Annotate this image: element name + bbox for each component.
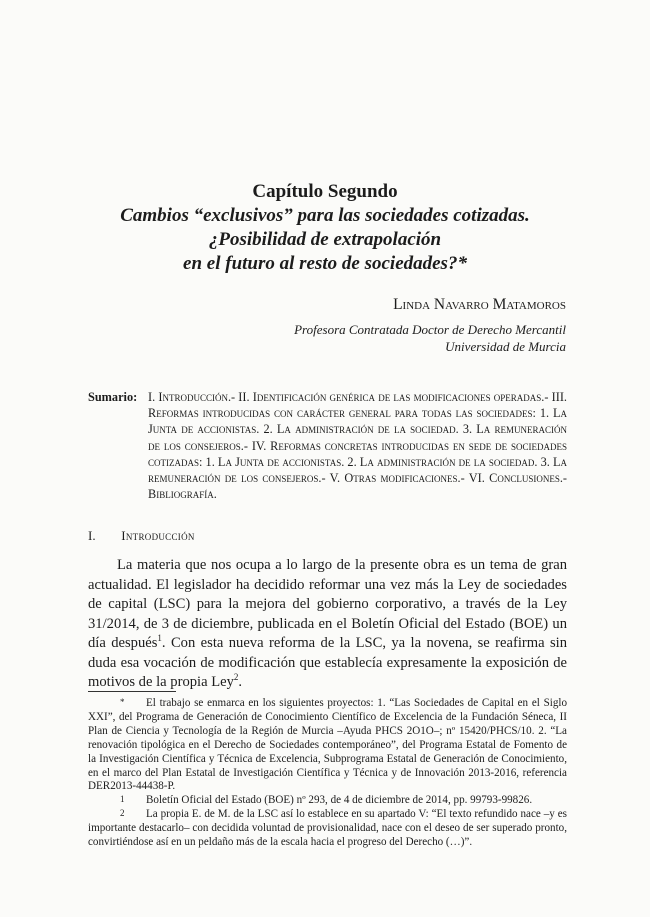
footnote-mark: * [120, 697, 125, 707]
footnote-text: El trabajo se enmarca en los siguientes proyectos: 1. “Las Sociedades de Capital en el Siglo XXI”, del Programa de Generación de Conocimiento Científico de Excelencia de la Fundación Séneca, II Plan de Ciencia y Tecnología de la Región de Murcia –Ayuda PHCS 2O1O–; nº 15420/PHCS/10. 2. “La renovación tipológica en el Derecho de Sociedades contemporáneo”, del Programa Estatal de Fomento de la Investigación Científica y Técnica de Excelencia, Subprograma Estatal de Generación de Conocimiento, en el marco del Plan Estatal de Investigación Científica y Técnica y de Innovación 2013-2016, referencia DER2013-44438-P. [88, 697, 567, 793]
affiliation-line-1: Profesora Contratada Doctor de Derecho Mercantil [294, 322, 566, 337]
summary-block [88, 389, 567, 502]
footnotes [88, 697, 567, 850]
author-name [393, 296, 566, 314]
affiliation-line-2: Universidad de Murcia [445, 339, 566, 354]
footnote-mark: 2 [120, 808, 125, 819]
section-number: I. [88, 528, 96, 543]
footnote-ref-1[interactable]: 1 [157, 633, 162, 644]
footnote-separator [88, 691, 176, 692]
body-text-part-2: . Con esta nueva reforma de la LSC, ya la novena, se reafirma sin duda esa vocación de modificación que establecía expresamente la exposición de motivos de la propia Ley [88, 635, 567, 690]
footnote-star [88, 697, 567, 794]
body-text-part-3: . [238, 674, 243, 690]
footnote-text: Boletín Oficial del Estado (BOE) nº 293, de 4 de diciembre de 2014, pp. 99793-99826. [146, 794, 533, 807]
chapter-subtitle-line-2: ¿Posibilidad de extrapolación [208, 229, 442, 250]
author-name-text: Linda Navarro Matamoros [393, 296, 566, 313]
body-paragraph [88, 556, 567, 693]
footnote-mark: 1 [120, 794, 125, 805]
chapter-subtitle-line-3: en el futuro al resto de sociedades?* [183, 253, 467, 274]
chapter-subtitle-line-1: Cambios “exclusivos” para las sociedades cotizadas. [120, 205, 530, 226]
summary-contents: I. Introducción.- II. Identificación genérica de las modificaciones operadas.- III. Reformas introducidas con carácter general para todas las sociedades: 1. La Junta de accionistas. 2. La administración de la sociedad. 3. La remuneración de los consejeros.- IV. Reformas concretas introducidas en sede de sociedades cotizadas: 1. La Junta de accionistas. 2. La administración de la sociedad. 3. La remuneración de los consejeros.- V. Otras modificaciones.- VI. Conclusiones.- Bibliografía. [148, 390, 567, 502]
footnote-2 [88, 808, 567, 850]
author-affiliation [294, 321, 566, 355]
chapter-label: Capítulo Segundo [252, 181, 398, 202]
chapter-title-block [80, 180, 570, 276]
section-title: Introducción [121, 528, 195, 543]
section-heading [88, 528, 195, 544]
body-text-part-1: La materia que nos ocupa a lo largo de la presente obra es un tema de gran actualidad. El legislador ha decidido reformar una vez más la Ley de sociedades de capital (LSC) para la mejora del gobierno corporativo, a través de la Ley 31/2014, de 3 de diciembre, publicada en el Boletín Oficial del Estado (BOE) un día después [88, 557, 567, 651]
footnote-text: La propia E. de M. de la LSC así lo establece en su apartado V: “El texto refundido nace –y es importante destacarlo– con decidida voluntad de provisionalidad, nace con el deseo de ser superado pronto, convirtiéndose así en un peldaño más de la escala hacia el progreso del Derecho (…)”. [88, 808, 567, 849]
summary-label: Sumario: [88, 390, 138, 404]
footnote-ref-2[interactable]: 2 [233, 672, 239, 683]
footnote-1 [88, 794, 567, 808]
summary-text [148, 389, 567, 502]
